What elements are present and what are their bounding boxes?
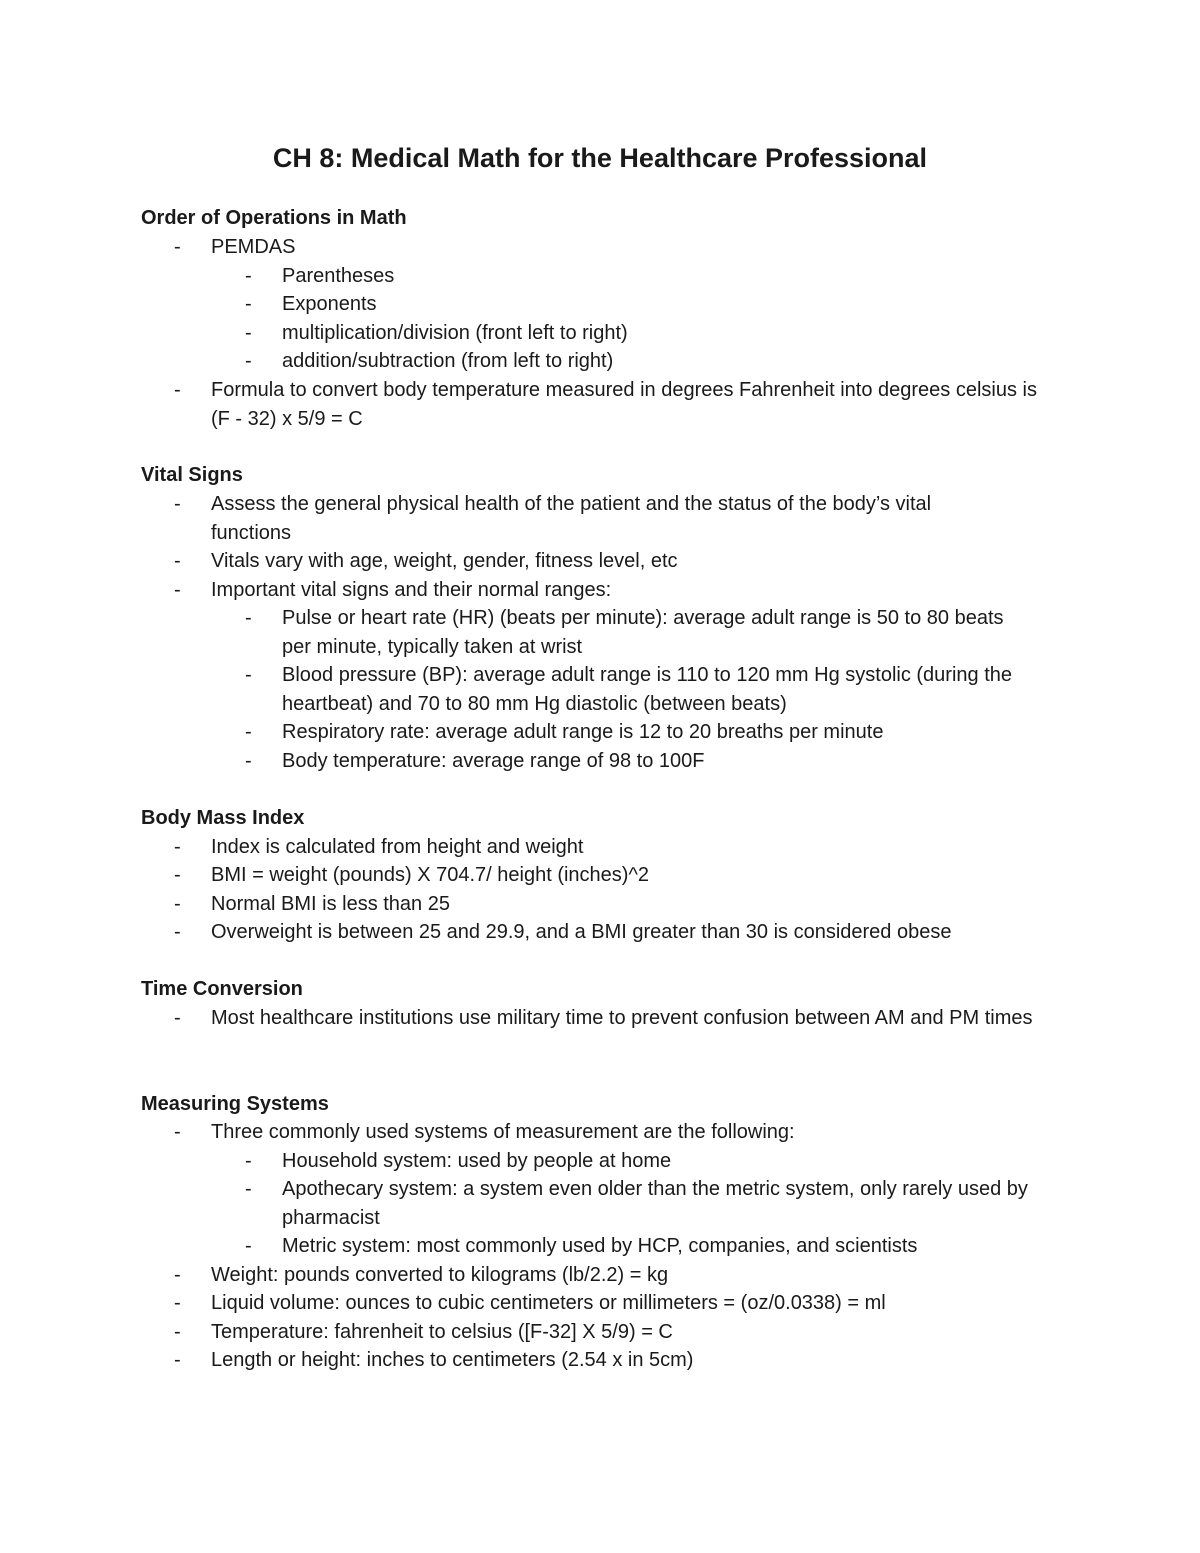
bullet-dash: - (174, 1292, 181, 1314)
list-item: - Exponents (282, 290, 1082, 319)
section-heading-measuring-systems: Measuring Systems (141, 1093, 329, 1115)
bullet-dash: - (245, 750, 252, 772)
list-item: - Formula to convert body temperature measured in degrees Fahrenheit into degrees celsius is (F - 32) x 5/9 = C (211, 376, 1041, 433)
bullet-dash: - (245, 721, 252, 743)
bullet-dash: - (174, 921, 181, 943)
list-item: - Liquid volume: ounces to cubic centimeters or millimeters = (oz/0.0338) = ml (211, 1289, 1091, 1318)
section-heading-order-of-operations: Order of Operations in Math (141, 207, 407, 229)
bullet-dash: - (174, 550, 181, 572)
bullet-dash: - (245, 350, 252, 372)
list-item: - Respiratory rate: average adult range is 12 to 20 breaths per minute (282, 718, 1082, 747)
bullet-dash: - (174, 1321, 181, 1343)
list-item: - Weight: pounds converted to kilograms (lb/2.2) = kg (211, 1261, 1091, 1290)
bullet-dash: - (174, 1349, 181, 1371)
bullet-dash: - (245, 607, 252, 629)
bullet-dash: - (174, 1264, 181, 1286)
list-item: - Household system: used by people at home (282, 1147, 1082, 1176)
bullet-dash: - (174, 893, 181, 915)
section-heading-body-mass-index: Body Mass Index (141, 807, 305, 829)
list-item: - Metric system: most commonly used by HCP, companies, and scientists (282, 1232, 1082, 1261)
list-item: - Vitals vary with age, weight, gender, fitness level, etc (211, 547, 1091, 576)
list-item: - Normal BMI is less than 25 (211, 890, 1091, 919)
page-title: CH 8: Medical Math for the Healthcare Professional (272, 143, 928, 173)
bullet-dash: - (174, 379, 181, 401)
bullet-dash: - (174, 1121, 181, 1143)
list-item: - Body temperature: average range of 98 to 100F (282, 747, 1082, 776)
bullet-dash: - (174, 836, 181, 858)
bullet-dash: - (174, 864, 181, 886)
bullet-dash: - (174, 1007, 181, 1029)
list-item: - Most healthcare institutions use military time to prevent confusion between AM and PM times (211, 1004, 1061, 1033)
list-item: - Overweight is between 25 and 29.9, and a BMI greater than 30 is considered obese (211, 918, 1091, 947)
list-item: - Length or height: inches to centimeters (2.54 x in 5cm) (211, 1346, 1091, 1375)
bullet-dash: - (245, 664, 252, 686)
list-item: - Blood pressure (BP): average adult range is 110 to 120 mm Hg systolic (during the heartbeat) and 70 to 80 mm Hg diastolic (between beats) (282, 661, 1052, 718)
bullet-dash: - (245, 1150, 252, 1172)
list-item: - Apothecary system: a system even older than the metric system, only rarely used by pharmacist (282, 1175, 1072, 1232)
list-item: - Important vital signs and their normal ranges: (211, 576, 1091, 605)
bullet-dash: - (245, 1178, 252, 1200)
list-item: - multiplication/division (front left to right) (282, 319, 1082, 348)
bullet-dash: - (245, 1235, 252, 1257)
list-item: - Index is calculated from height and weight (211, 833, 1091, 862)
list-item: - Pulse or heart rate (HR) (beats per minute): average adult range is 50 to 80 beats per minute, typically taken at wrist (282, 604, 1022, 661)
bullet-dash: - (174, 493, 181, 515)
list-item: - BMI = weight (pounds) X 704.7/ height (inches)^2 (211, 861, 1091, 890)
bullet-dash: - (245, 322, 252, 344)
list-item: - Three commonly used systems of measurement are the following: (211, 1118, 1091, 1147)
section-heading-vital-signs: Vital Signs (141, 464, 243, 486)
list-item: - Temperature: fahrenheit to celsius ([F-32] X 5/9) = C (211, 1318, 1091, 1347)
list-item: - addition/subtraction (from left to right) (282, 347, 1082, 376)
bullet-dash: - (174, 236, 181, 258)
list-item: - PEMDAS (211, 233, 1091, 262)
list-item: - Parentheses (282, 262, 1082, 291)
bullet-dash: - (245, 293, 252, 315)
bullet-dash: - (245, 265, 252, 287)
section-heading-time-conversion: Time Conversion (141, 978, 303, 1000)
list-item: - Assess the general physical health of the patient and the status of the body’s vital functions (211, 490, 1011, 547)
bullet-dash: - (174, 579, 181, 601)
